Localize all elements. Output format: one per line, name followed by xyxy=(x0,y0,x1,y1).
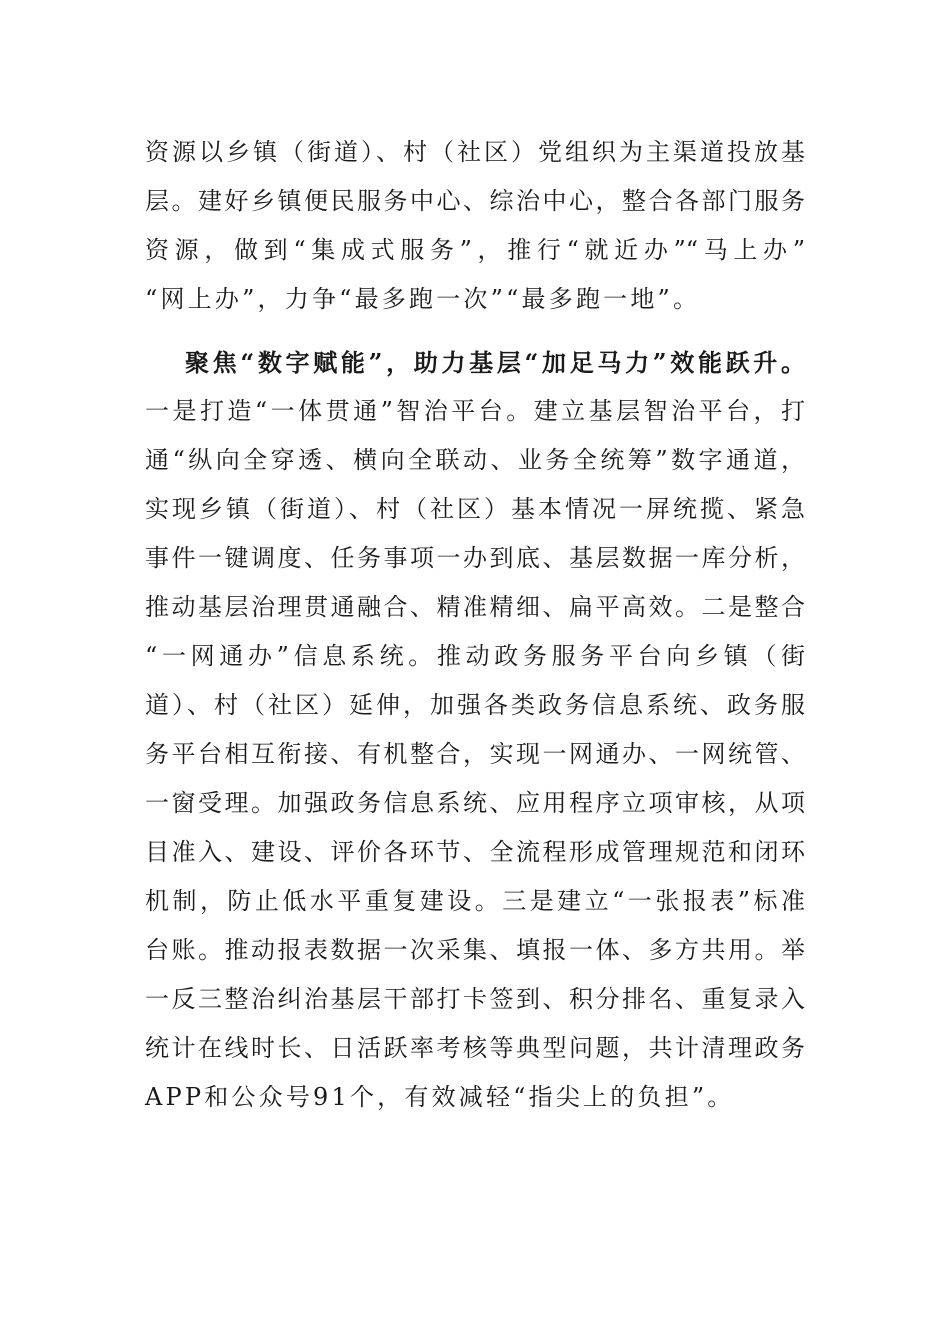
paragraph-2-line: APP和公众号91个，有效减轻“指尖上的负担”。 xyxy=(145,1083,735,1111)
paragraph-2-line: 实现乡镇（街道）、村（社区）基本情况一屏统揽、紧急 xyxy=(145,495,805,523)
paragraph-2 xyxy=(145,338,805,1122)
paragraph-2-line: “一网通办”信息系统。推动政务服务平台向乡镇（街 xyxy=(145,642,805,670)
paragraph-2-line: 一窗受理。加强政务信息系统、应用程序立项审核，从项 xyxy=(145,789,805,817)
paragraph-2-line: 统计在线时长、日活跃率考核等典型问题，共计清理政务 xyxy=(145,1034,805,1062)
paragraph-2-heading-text: 聚焦“数字赋能”，助力基层“加足马力”效能跃升。 xyxy=(185,348,805,377)
paragraph-2-line: 道）、村（社区）延伸，加强各类政务信息系统、政务服 xyxy=(145,691,805,719)
paragraph-2-line: 台账。推动报表数据一次采集、填报一体、多方共用。举 xyxy=(145,936,805,964)
paragraph-2-line: 机制，防止低水平重复建设。三是建立“一张报表”标准 xyxy=(145,887,805,915)
paragraph-1-line: 层。建好乡镇便民服务中心、综治中心，整合各部门服务 xyxy=(145,187,805,215)
paragraph-2-line: 推动基层治理贯通融合、精准精细、扁平高效。二是整合 xyxy=(145,593,805,621)
paragraph-2-line: 务平台相互衔接、有机整合，实现一网通办、一网统管、 xyxy=(145,740,805,768)
paragraph-1 xyxy=(145,128,805,324)
paragraph-1-line: 资源，做到“集成式服务”，推行“就近办”“马上办” xyxy=(145,236,805,264)
paragraph-2-line: 通“纵向全穿透、横向全联动、业务全统筹”数字通道， xyxy=(145,446,805,474)
paragraph-2-line: 目准入、建设、评价各环节、全流程形成管理规范和闭环 xyxy=(145,838,805,866)
paragraph-2-heading xyxy=(145,338,805,387)
paragraph-1-line: 资源以乡镇（街道）、村（社区）党组织为主渠道投放基 xyxy=(145,138,805,166)
paragraph-1-line: “网上办”，力争“最多跑一次”“最多跑一地”。 xyxy=(145,285,701,313)
paragraph-2-line: 一是打造“一体贯通”智治平台。建立基层智治平台，打 xyxy=(145,397,805,425)
paragraph-2-line: 事件一键调度、任务事项一办到底、基层数据一库分析， xyxy=(145,544,805,572)
paragraph-2-line: 一反三整治纠治基层干部打卡签到、积分排名、重复录入 xyxy=(145,985,805,1013)
